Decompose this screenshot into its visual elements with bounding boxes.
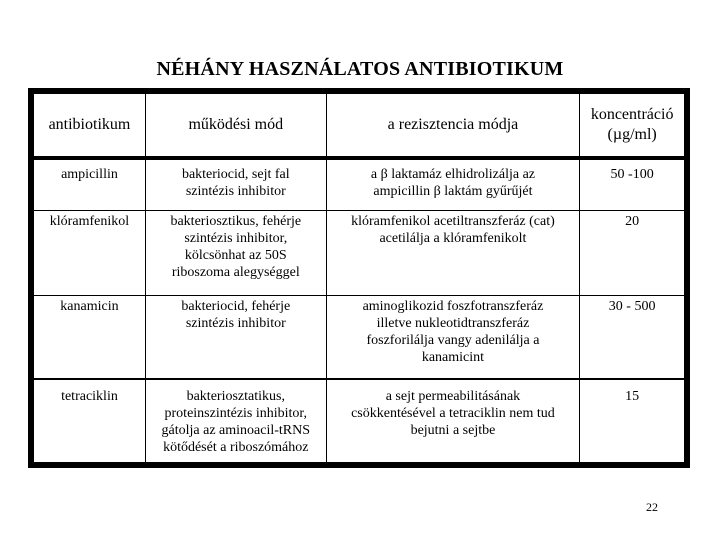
cell-resistance-line: csökkentésével a tetraciklin nem tud: [351, 406, 555, 421]
header-concentration-unit: (µg/ml): [607, 126, 657, 143]
header-concentration: [580, 94, 685, 159]
cell-antibiotic: ampicillin: [34, 158, 146, 211]
cell-resistance: [326, 158, 580, 211]
cell-mode-line: bakteriosztikus, fehérje: [170, 214, 302, 229]
cell-mode-line: proteinszintézis inhibitor,: [164, 406, 308, 421]
table-header-row: [34, 94, 685, 159]
cell-mode-line: szintézis inhibitor,: [184, 231, 288, 246]
cell-antibiotic: klóramfenikol: [34, 211, 146, 296]
cell-resistance-line: acetilálja a klóramfenikolt: [379, 231, 527, 246]
cell-resistance: [326, 296, 580, 380]
cell-mode-line: szintézis inhibitor: [185, 184, 286, 199]
cell-resistance-line: a β laktamáz elhidrolizálja az: [370, 167, 536, 182]
cell-concentration: 50 -100: [580, 158, 685, 211]
cell-resistance-line: kanamicint: [421, 350, 485, 365]
cell-resistance-line: foszforilálja vangy adenilálja a: [366, 333, 540, 348]
cell-resistance: [326, 379, 580, 463]
cell-mode: [145, 296, 326, 380]
header-concentration-label: koncentráció: [590, 106, 674, 123]
cell-mode-line: bakteriocid, fehérje: [181, 299, 291, 314]
cell-resistance-line: bejutni a sejtbe: [410, 423, 496, 438]
header-mode: működési mód: [145, 94, 326, 159]
header-resistance: a rezisztencia módja: [326, 94, 580, 159]
cell-mode: [145, 211, 326, 296]
antibiotics-table-frame: [28, 88, 690, 468]
cell-concentration: 15: [580, 379, 685, 463]
table-row: [34, 379, 685, 463]
cell-resistance-line: klóramfenikol acetiltranszferáz (cat): [351, 214, 555, 229]
table-row: [34, 296, 685, 380]
cell-mode-line: kötődését a riboszómához: [163, 440, 309, 455]
cell-resistance-line: a sejt permeabilitásának: [385, 389, 521, 404]
page-title: NÉHÁNY HASZNÁLATOS ANTIBIOTIKUM: [156, 58, 564, 80]
cell-resistance-line: aminoglikozid foszfotranszferáz: [362, 299, 544, 314]
table-row: [34, 158, 685, 211]
cell-mode-line: gátolja az aminoacil-tRNS: [161, 423, 311, 438]
cell-concentration: 20: [580, 211, 685, 296]
header-antibiotic: antibiotikum: [34, 94, 146, 159]
cell-mode-line: szintézis inhibitor: [185, 316, 286, 331]
page-number: 22: [646, 500, 658, 514]
cell-concentration: 30 - 500: [580, 296, 685, 380]
cell-antibiotic: kanamicin: [34, 296, 146, 380]
cell-antibiotic: tetraciklin: [34, 379, 146, 463]
cell-mode: [145, 379, 326, 463]
cell-resistance-line: illetve nukleotidtranszferáz: [376, 316, 530, 331]
table-row: [34, 211, 685, 296]
cell-mode-line: bakteriocid, sejt fal: [181, 167, 290, 182]
cell-mode: [145, 158, 326, 211]
cell-mode-line: riboszoma alegységgel: [171, 265, 300, 280]
cell-resistance: [326, 211, 580, 296]
cell-resistance-line: ampicillin β laktám gyűrűjét: [373, 184, 533, 199]
cell-mode-line: bakteriosztatikus,: [186, 389, 285, 404]
antibiotics-table: [33, 93, 685, 463]
cell-mode-line: kölcsönhat az 50S: [184, 248, 287, 263]
